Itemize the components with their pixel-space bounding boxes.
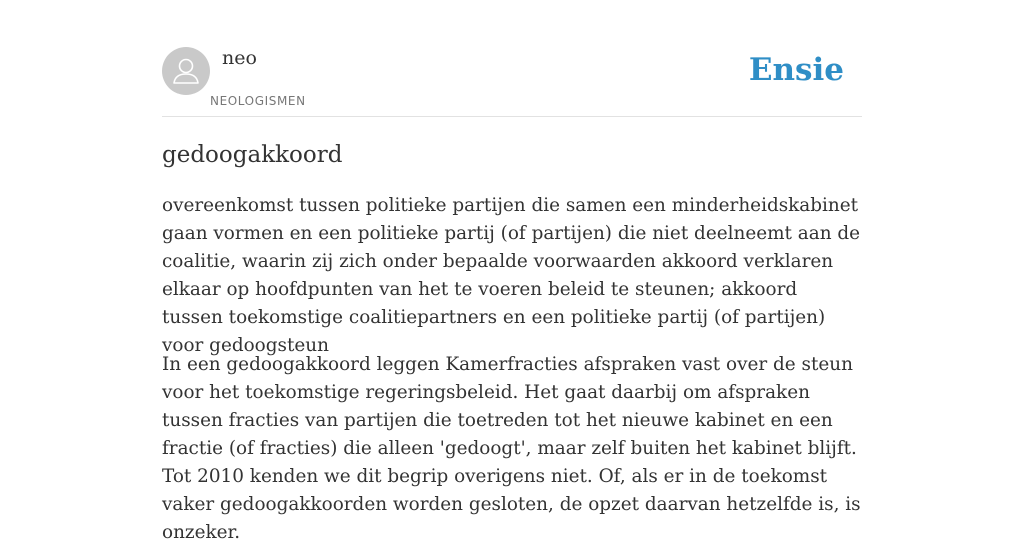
author-name-link[interactable]: neo	[222, 47, 257, 69]
entry-example: In een gedoogakkoord leggen Kamerfracties afspraken vast over de steun voor het toekomstige regeringsbeleid. Het gaat daarbij om afspraken tussen fracties van partijen die toetreden tot het nieuwe kabinet en een fractie (of fracties) die alleen 'gedoogt', maar zelf buiten het kabinet blijft. Tot 2010 kenden we dit begrip overigens niet. Of, als er in de toekomst vaker gedoogakkoorden worden gesloten, de opzet daarvan hetzelfde is, is onzeker.	[162, 354, 861, 543]
user-placeholder-icon	[162, 47, 210, 95]
site-logo[interactable]: Ensie	[748, 52, 844, 88]
author-category: NEOLOGISMEN	[210, 94, 306, 108]
entry-title: gedoogakkoord	[162, 142, 343, 168]
header	[162, 46, 862, 117]
entry-definition: overeenkomst tussen politieke partijen die samen een minderheidskabinet gaan vormen en een politieke partij (of partijen) die niet deelneemt aan de coalitie, waarin zij zich onder bepaalde voorwaarden akkoord verklaren elkaar op hoofdpunten van het te voeren beleid te steunen; akkoord tussen toekomstige coalitiepartners en een politieke partij (of partijen) voor gedoogsteun	[162, 195, 861, 356]
author-avatar[interactable]	[162, 47, 210, 95]
